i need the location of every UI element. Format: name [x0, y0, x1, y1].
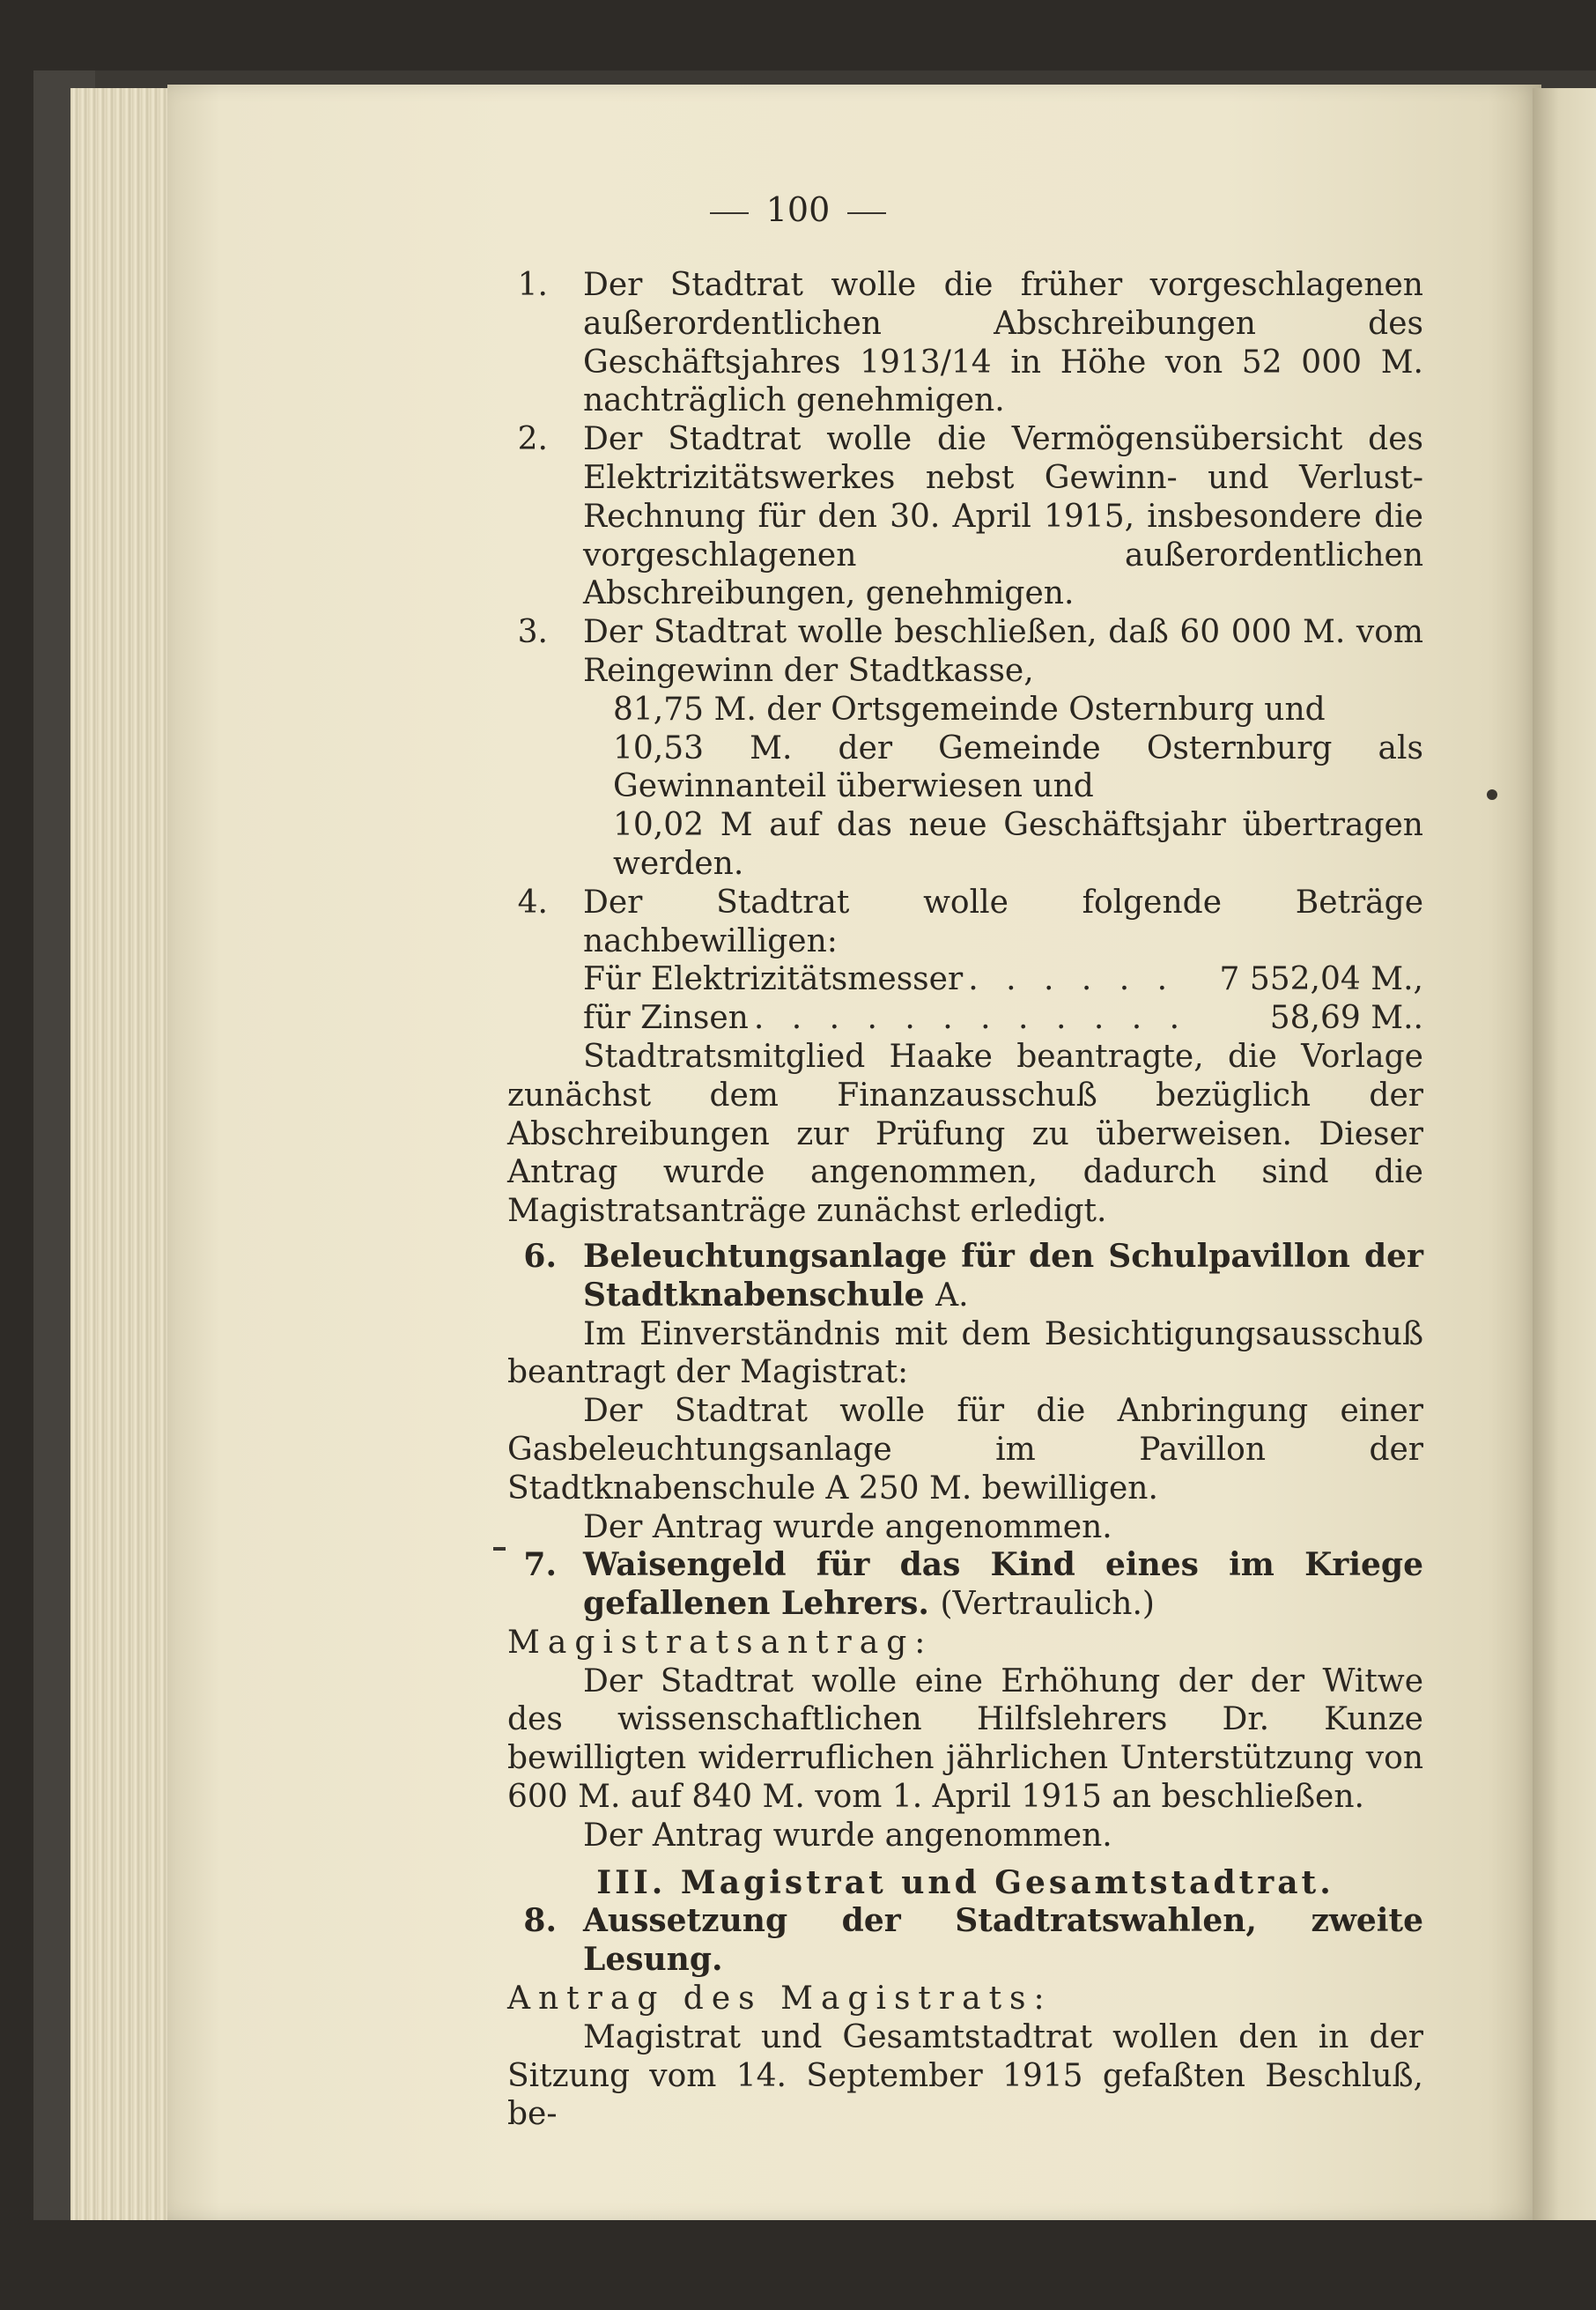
amount-row: [507, 999, 1423, 1038]
section-7-result: Der Antrag wurde angenommen.: [583, 1817, 1112, 1854]
amount-label: Für Elektrizitätsmesser: [583, 961, 964, 998]
item-1: [507, 266, 1423, 420]
section-suffix: A.: [935, 1277, 969, 1314]
item-3-part-3: 10,02 M auf das neue Geschäftsjahr übertragen werden.: [613, 807, 1423, 882]
section-6-paragraph-2: Der Stadtrat wolle für die Anbringung einer Gasbeleuchtungsanlage im Pavillon der Stadtknabenschule A 250 M. bewilligen.: [507, 1393, 1423, 1507]
section-number: 8.: [523, 1902, 557, 1940]
page-number: 100: [765, 190, 831, 229]
section-7-label: Magistratsantrag:: [507, 1624, 934, 1661]
item-3: [507, 613, 1423, 691]
section-suffix: (Vertraulich.): [940, 1586, 1155, 1623]
item-number: 3.: [517, 614, 548, 651]
leader-dots: . . . . . .: [968, 961, 1177, 998]
section-8-heading: [507, 1902, 1423, 1980]
section-8-paragraph-1: Magistrat und Gesamtstadtrat wollen den in der Sitzung vom 14. September 1915 gefaßten Beschluß, be-: [507, 2018, 1423, 2133]
item-4: [507, 884, 1423, 961]
page-header: [0, 190, 1596, 229]
section-title: Beleuchtungsanlage für den Schulpavillon der Stadtknabenschule: [583, 1237, 1423, 1314]
item-text: Der Stadtrat wolle die Vermögensübersicht des Elektrizitätswerkes nebst Gewinn- und Verlust-Rechnung für den 30. April 1915, insbesondere die vorgeschlagenen außerordentlichen Abschreibungen, genehmigen.: [583, 421, 1423, 612]
page-edges: [70, 88, 176, 2220]
part-III-heading: III. Magistrat und Gesamtstadtrat.: [596, 1863, 1334, 1901]
item-number: 2.: [517, 421, 548, 458]
section-title: Aussetzung der Stadtratswahlen, zweite Lesung.: [583, 1902, 1423, 1979]
section-title: Waisengeld für das Kind eines im Kriege gefallenen Lehrers.: [583, 1546, 1423, 1623]
item-text: Der Stadtrat wolle beschließen, daß 60 000 M. vom Reingewinn der Stadtkasse,: [583, 614, 1423, 689]
item-3-part-2: 10,53 M. der Gemeinde Osternburg als Gewinnanteil überwiesen und: [613, 729, 1423, 805]
section-number: 7.: [523, 1546, 557, 1584]
header-dash-right: [847, 212, 886, 214]
leader-dots: . . . . . . . . . . . .: [753, 1000, 1189, 1037]
amount-row: [507, 960, 1423, 999]
section-7-heading: [507, 1546, 1423, 1624]
header-dash-left: [710, 212, 749, 214]
after-items-paragraph: Stadtratsmitglied Haake beantragte, die Vorlage zunächst dem Finanzausschuß bezüglich der Abschreibungen zur Prüfung zu überweisen. Dieser Antrag wurde angenommen, dadurch sind die Magistratsanträge zunächst erledigt.: [507, 1038, 1423, 1230]
margin-mark: [493, 1547, 506, 1551]
item-3-part-1: 81,75 M. der Ortsgemeinde Osternburg und: [613, 691, 1326, 728]
item-2: [507, 420, 1423, 613]
section-8-label: Antrag des Magistrats:: [507, 1981, 1053, 2018]
amount-value: 58,69 M..: [1269, 1000, 1423, 1037]
item-text: Der Stadtrat wolle folgende Beträge nachbewilligen:: [583, 884, 1423, 959]
amount-label: für Zinsen: [583, 1000, 749, 1037]
item-number: 1.: [517, 267, 548, 303]
section-6-paragraph-1: Im Einverständnis mit dem Besichtigungsausschuß beantragt der Magistrat:: [507, 1315, 1423, 1391]
section-7-paragraph-1: Der Stadtrat wolle eine Erhöhung der der Witwe des wissenschaftlichen Hilfslehrers Dr. Kunze bewilligten widerruflichen jährlichen Unterstützung von 600 M. auf 840 M. vom 1. April 1915 an beschließen.: [507, 1662, 1423, 1816]
facing-page-edge: [1533, 88, 1596, 2220]
section-number: 6.: [523, 1237, 557, 1275]
section-6-heading: [507, 1238, 1423, 1315]
ink-dot: [1487, 789, 1497, 800]
section-6-result: Der Antrag wurde angenommen.: [583, 1508, 1112, 1545]
amount-value: 7 552,04 M.,: [1219, 961, 1423, 998]
item-text: Der Stadtrat wolle die früher vorgeschlagenen außerordentlichen Abschreibungen des Geschäftsjahres 1913/14 in Höhe von 52 000 M. nachträglich genehmigen.: [583, 267, 1423, 419]
item-number: 4.: [517, 884, 548, 921]
page-body: [507, 266, 1423, 2134]
